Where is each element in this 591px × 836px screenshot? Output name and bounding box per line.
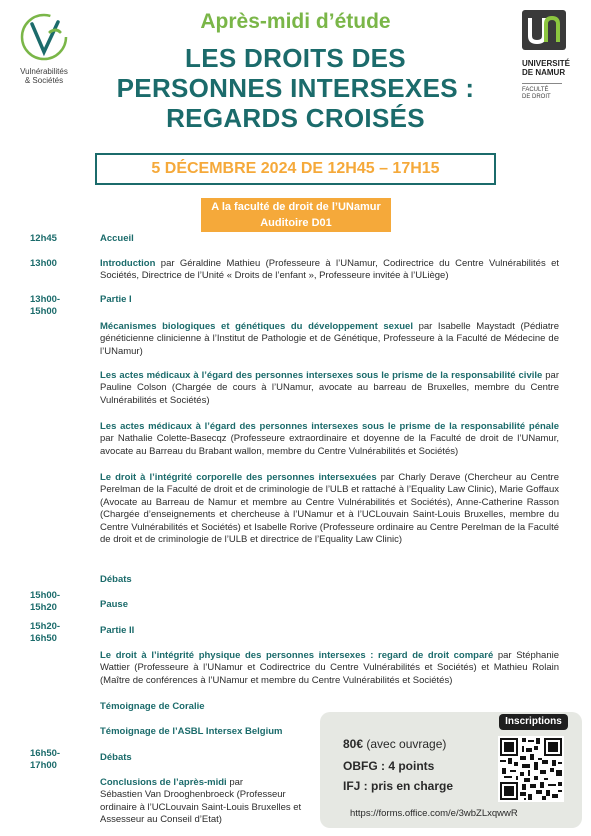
program-item-head: Le droit à l’intégrité physique des personnes intersexes : regard de droit comparé: [100, 650, 494, 661]
location-line-1: A la faculté de droit de l’UNamur: [211, 201, 381, 213]
program-item-head: Pause: [100, 599, 128, 610]
program-item-head: Débats: [100, 752, 132, 763]
program-item-text: par Pauline Colson (Chargée de cours à l’UNamur, avocate au barreau de Bruxelles, membre du Centre Vulnérabilités et Sociétés): [100, 370, 559, 406]
obfg-points: OBFG : 4 points: [343, 759, 435, 773]
price-note: (avec ouvrage): [363, 737, 447, 751]
program-item-text: par: [226, 777, 244, 788]
program-item-text: par Géraldine Mathieu (Professeure à l’UNamur, Codirectrice du Centre Vulnérabilités et Sociétés, Directrice de l’Unité « Droits de l’enfant », Professeure invitée à l’ULiège): [100, 258, 559, 282]
program-item: [100, 258, 559, 283]
program-item: [100, 421, 559, 458]
location-line-2: Auditoire D01: [260, 217, 332, 229]
qr-code-icon[interactable]: [498, 736, 564, 802]
event-title-line-3: REGARDS CROISÉS: [166, 103, 425, 133]
program-item: [100, 321, 559, 358]
university-name: [522, 59, 584, 77]
event-title-line-1: LES DROITS DES: [185, 43, 406, 73]
program-item-text: par Charly Derave (Chercheur au Centre Perelman de la Faculté de droit et de criminologie de l’ULB et rattaché à l’Equality Law Clinic), Marie Goffaux (Avocate au Barreau de Namur et membre au Centre Vulnérabilités et Sociétés), Anne-Catherine Rasson (Chargée d’enseignements et chercheuse à l’UNamur et à l’UCLouvain Saint-Louis Bruxelles, membre du Centre Vulnérabilités et Sociétés) et Isabelle Rorive (Professeure ordinaire au Centre Perelman de la Faculté de droit et de criminologie de l’ULB et directrice de l’Equality Law Clinic): [100, 472, 559, 546]
time-slot: 16h50- 17h00: [30, 748, 61, 771]
program-item-head: Débats: [100, 574, 132, 585]
program-item-text: Sébastien Van Drooghenbroeck (Professeur ordinaire à l’UCLouvain Saint-Louis Bruxelles et Assesseur au Conseil d’Etat): [100, 789, 302, 826]
faculty-name: [522, 83, 562, 101]
program-item-head: Témoignage de Coralie: [100, 701, 205, 712]
program-item-head: Témoignage de l’ASBL Intersex Belgium: [100, 726, 283, 737]
price: [343, 737, 446, 751]
program-item-head: Partie II: [100, 625, 135, 636]
program-item: [100, 650, 559, 687]
left-logo-caption-line-1: Vulnérabilités: [20, 67, 68, 76]
left-logo-caption: [14, 67, 74, 85]
program-item: [100, 370, 559, 407]
program-item-text: par Stéphanie Wattier (Professeure à l’UNamur et Codirectrice du Centre Vulnérabilités et Sociétés) et Mathieu Rolain (Maître de conférences à l’UNamur et membre du Centre Vulnérabilités et Sociétés): [100, 650, 559, 686]
event-location-banner: [201, 198, 391, 232]
program-item-head: Mécanismes biologiques et génétiques du développement sexuel: [100, 321, 413, 332]
university-name-line-1: UNIVERSITÉ: [522, 59, 571, 68]
event-date-box: 5 DÉCEMBRE 2024 DE 12H45 – 17H15: [95, 153, 496, 185]
program-item-text: par Nathalie Colette-Basecqz (Professeure extraordinaire et doyenne de la Faculté de droit de l’UNamur, avocate au Barreau du Brabant wallon, membre du Centre Vulnérabilités et Sociétés): [100, 433, 559, 457]
time-slot: 12h45: [30, 233, 57, 244]
event-title: [80, 43, 511, 133]
program-item-head: Accueil: [100, 233, 134, 244]
time-slot: 15h20- 16h50: [30, 621, 61, 644]
event-title-line-2: PERSONNES INTERSEXES :: [116, 73, 475, 103]
ifj-coverage: IFJ : pris en charge: [343, 779, 454, 793]
program-item: [100, 777, 315, 827]
time-slot: 13h00: [30, 258, 57, 269]
left-logo-caption-line-2: & Sociétés: [24, 76, 64, 85]
program-item-head: Partie I: [100, 294, 132, 305]
price-amount: 80€: [343, 737, 364, 751]
program-item-head: Les actes médicaux à l’égard des personnes intersexes sous le prisme de la responsabilité pénale: [100, 421, 559, 432]
time-slot: 13h00- 15h00: [30, 294, 61, 317]
program-item-head: Le droit à l’intégrité corporelle des personnes intersexuées: [100, 472, 377, 483]
program-item-text: par Isabelle Maystadt (Pédiatre généticienne clinicienne à l’Institut de Pathologie et de Génétique, Professeure à la Faculté de Médecine de l’UNamur): [100, 321, 559, 357]
program-item-head: Les actes médicaux à l’égard des personnes intersexes sous le prisme de la responsabilité civile: [100, 370, 543, 381]
registration-url-link[interactable]: https://forms.office.com/e/3wbZLxqwwR: [350, 808, 518, 819]
program-item-head: Conclusions de l’après-midi: [100, 777, 227, 788]
program-item-head: Introduction: [100, 258, 156, 269]
faculty-name-line-1: FACULTÉ: [522, 87, 549, 93]
university-name-line-2: DE NAMUR: [522, 68, 566, 77]
time-slot: 15h00- 15h20: [30, 590, 61, 613]
faculty-name-line-2: DE DROIT: [522, 94, 551, 100]
registration-label: Inscriptions: [499, 714, 568, 730]
event-kicker: Après-midi d’étude: [200, 10, 391, 33]
program-item: [100, 472, 559, 546]
